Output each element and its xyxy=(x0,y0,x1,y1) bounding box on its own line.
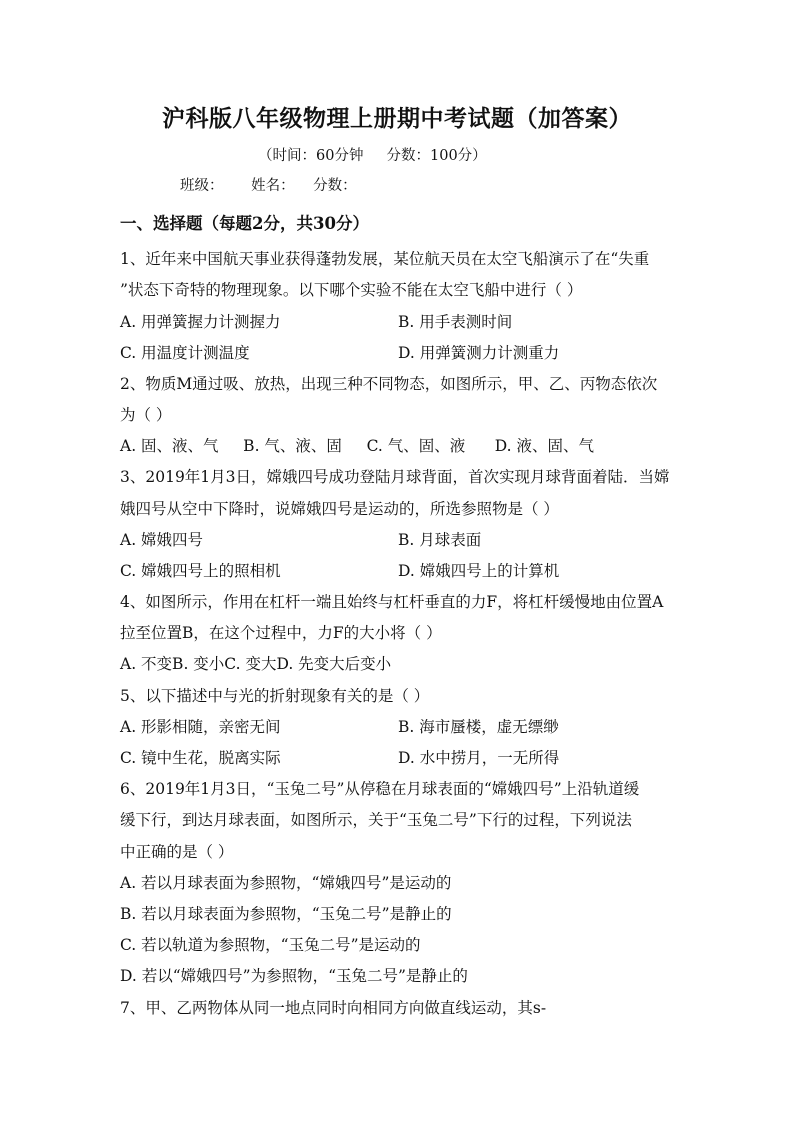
page-title: 沪科版八年级物理上册期中考试题（加答案） xyxy=(162,105,632,132)
question-6-line-2: 缓下行，到达月球表面，如图所示，关于“玉兔二号”下行的过程，下列说法 xyxy=(120,811,632,829)
question-3-line-1: 3、2019年1月3日，嫦娥四号成功登陆月球背面，首次实现月球背面着陆．当嫦 xyxy=(120,468,670,486)
question-5-option-c: C. 镜中生花，脱离实际 xyxy=(120,749,281,767)
question-5-option-d: D. 水中捞月，一无所得 xyxy=(398,749,560,767)
question-3-option-b: B. 月球表面 xyxy=(398,531,482,549)
question-4-line-1: 4、如图所示，作用在杠杆一端且始终与杠杆垂直的力F，将杠杆缓慢地由位置A xyxy=(120,593,664,611)
question-2-line-1: 2、物质M通过吸、放热，出现三种不同物态，如图所示，甲、乙、丙物态依次 xyxy=(120,375,658,393)
question-3-option-d: D. 嫦娥四号上的计算机 xyxy=(398,562,560,580)
question-6-option-d: D. 若以“嫦娥四号”为参照物，“玉兔二号”是静止的 xyxy=(120,967,468,985)
question-5-option-a: A. 形影相随，亲密无间 xyxy=(120,718,281,736)
question-1-option-b: B. 用手表测时间 xyxy=(398,313,513,331)
question-4-options: A. 不变B. 变小C. 变大D. 先变大后变小 xyxy=(120,655,392,673)
question-3-option-a: A. 嫦娥四号 xyxy=(120,531,204,549)
question-2-options: A. 固、液、气 B. 气、液、固 C. 气、固、液 D. 液、固、气 xyxy=(120,437,595,455)
question-6-line-1: 6、2019年1月3日，“玉兔二号”从停稳在月球表面的“嫦娥四号”上沿轨道缓 xyxy=(120,780,640,798)
question-5-option-b: B. 海市蜃楼，虚无缥缈 xyxy=(398,718,559,736)
question-1-line-1: 1、近年来中国航天事业获得蓬勃发展，某位航天员在太空飞船演示了在“失重 xyxy=(120,250,650,268)
question-7-line-1: 7、甲、乙两物体从同一地点同时向相同方向做直线运动，其s- xyxy=(120,999,547,1017)
question-5-line-1: 5、以下描述中与光的折射现象有关的是（ ） xyxy=(120,687,430,705)
question-2-line-2: 为（ ） xyxy=(120,406,172,424)
question-6-option-b: B. 若以月球表面为参照物，“玉兔二号”是静止的 xyxy=(120,905,452,923)
question-1-option-a: A. 用弹簧握力计测握力 xyxy=(120,313,281,331)
question-3-line-2: 娥四号从空中下降时，说嫦娥四号是运动的，所选参照物是（ ） xyxy=(120,500,559,518)
question-1-option-c: C. 用温度计测温度 xyxy=(120,344,250,362)
question-6-option-a: A. 若以月球表面为参照物，“嫦娥四号”是运动的 xyxy=(120,874,452,892)
exam-time-score: （时间：60分钟 分数：100分） xyxy=(258,148,487,164)
student-info-line: 班级： 姓名： 分数： xyxy=(180,178,357,194)
question-1-line-2: ”状态下奇特的物理现象。以下哪个实验不能在太空飞船中进行（ ） xyxy=(120,281,583,299)
question-6-option-c: C. 若以轨道为参照物，“玉兔二号”是运动的 xyxy=(120,936,421,954)
question-4-line-2: 拉至位置B，在这个过程中，力F的大小将（ ） xyxy=(120,624,442,642)
question-3-option-c: C. 嫦娥四号上的照相机 xyxy=(120,562,281,580)
question-6-line-3: 中正确的是（ ） xyxy=(120,843,234,861)
question-1-option-d: D. 用弹簧测力计测重力 xyxy=(398,344,560,362)
section-heading: 一、选择题（每题2分，共30分） xyxy=(120,214,369,233)
